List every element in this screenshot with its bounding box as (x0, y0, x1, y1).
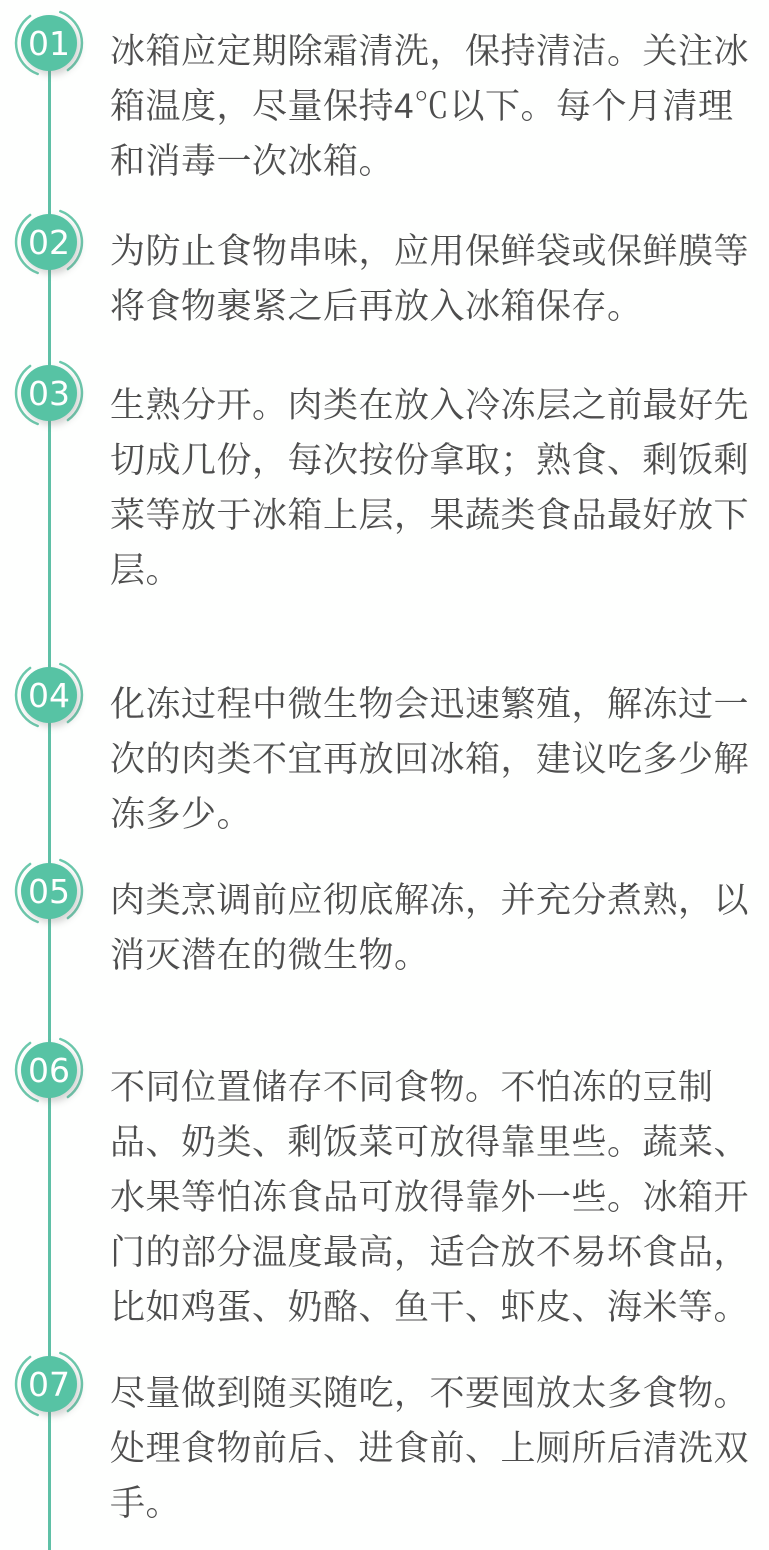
tip-number: 07 (28, 1364, 70, 1404)
timeline-connector-line (48, 43, 51, 1550)
tip-number: 02 (28, 222, 70, 262)
tip-number: 04 (28, 675, 70, 715)
tip-number: 05 (28, 871, 70, 911)
tip-text: 肉类烹调前应彻底解冻，并充分煮熟，以消灭潜在的微生物。 (110, 881, 750, 975)
tip-text: 为防止食物串味，应用保鲜袋或保鲜膜等将食物裹紧之后再放入冰箱保存。 (110, 232, 750, 326)
tip-number: 03 (28, 373, 70, 413)
tip-number: 01 (28, 23, 70, 63)
tip-text: 化冻过程中微生物会迅速繁殖，解冻过一次的肉类不宜再放回冰箱，建议吃多少解冻多少。 (110, 685, 750, 834)
tip-text: 不同位置储存不同食物。不怕冻的豆制品、奶类、剩饭菜可放得靠里些。蔬菜、水果等怕冻食品可放得靠外一些。冰箱开门的部分温度最高，适合放不易坏食品，比如鸡蛋、奶酪、鱼干、虾皮、海米等。 (110, 1068, 750, 1327)
tip-text: 生熟分开。肉类在放入冷冻层之前最好先切成几份，每次按份拿取；熟食、剩饭剩菜等放于冰箱上层，果蔬类食品最好放下层。 (110, 386, 750, 590)
tip-text: 冰箱应定期除霜清洗，保持清洁。关注冰箱温度，尽量保持4℃以下。每个月清理和消毒一次冰箱。 (110, 32, 750, 181)
tip-text: 尽量做到随买随吃，不要囤放太多食物。处理食物前后、进食前、上厕所后清洗双手。 (110, 1374, 750, 1523)
tip-number: 06 (28, 1050, 70, 1090)
